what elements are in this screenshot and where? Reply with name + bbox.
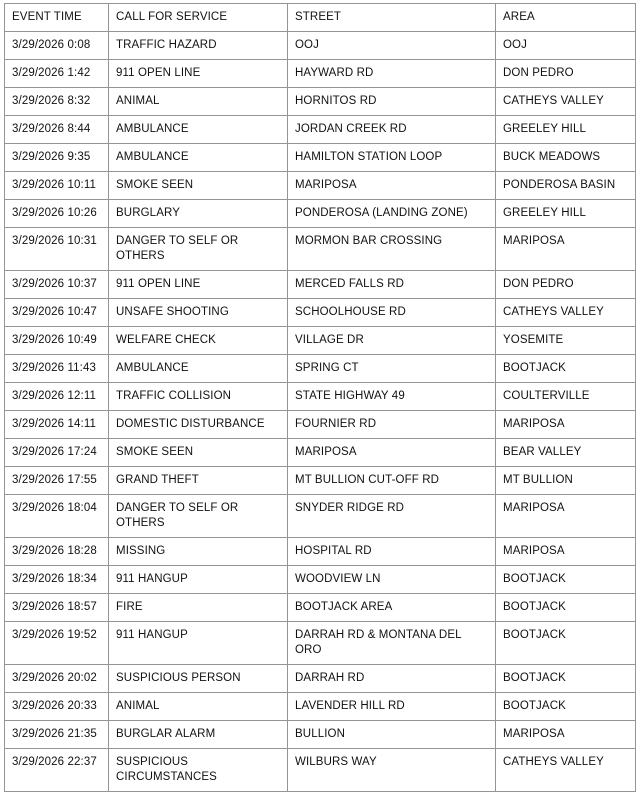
cell-area: GREELEY HILL — [496, 200, 636, 228]
cell-event_time: 3/29/2026 20:33 — [5, 693, 109, 721]
cell-event_time: 3/29/2026 19:52 — [5, 622, 109, 665]
table-row — [5, 60, 636, 88]
cell-area: GREELEY HILL — [496, 116, 636, 144]
cell-area: BEAR VALLEY — [496, 439, 636, 467]
cell-event_time: 3/29/2026 18:04 — [5, 495, 109, 538]
cell-street: VILLAGE DR — [288, 327, 496, 355]
cell-call_for_service: SMOKE SEEN — [109, 172, 288, 200]
cell-call_for_service: FIRE — [109, 594, 288, 622]
cell-call_for_service: TRAFFIC COLLISION — [109, 383, 288, 411]
cell-street: PONDEROSA (LANDING ZONE) — [288, 200, 496, 228]
cell-street: DARRAH RD & MONTANA DEL ORO — [288, 622, 496, 665]
cell-call_for_service: UNSAFE SHOOTING — [109, 299, 288, 327]
cell-area: MARIPOSA — [496, 228, 636, 271]
call-for-service-log-table — [4, 3, 636, 792]
cell-event_time: 3/29/2026 10:26 — [5, 200, 109, 228]
table-row — [5, 144, 636, 172]
cell-call_for_service: SMOKE SEEN — [109, 439, 288, 467]
cell-area: BOOTJACK — [496, 665, 636, 693]
table-row — [5, 495, 636, 538]
cell-call_for_service: ANIMAL — [109, 88, 288, 116]
cell-event_time: 3/29/2026 18:57 — [5, 594, 109, 622]
table-row — [5, 693, 636, 721]
table-row — [5, 327, 636, 355]
cell-area: OOJ — [496, 32, 636, 60]
cell-street: OOJ — [288, 32, 496, 60]
table-row — [5, 299, 636, 327]
cell-event_time: 3/29/2026 14:11 — [5, 411, 109, 439]
cell-event_time: 3/29/2026 21:35 — [5, 721, 109, 749]
cell-area: YOSEMITE — [496, 327, 636, 355]
cell-area: BOOTJACK — [496, 355, 636, 383]
cell-street: HAMILTON STATION LOOP — [288, 144, 496, 172]
table-header — [5, 4, 636, 32]
table-row — [5, 271, 636, 299]
cell-call_for_service: 911 HANGUP — [109, 622, 288, 665]
table-header-row — [5, 4, 636, 32]
cell-event_time: 3/29/2026 10:11 — [5, 172, 109, 200]
cell-area: COULTERVILLE — [496, 383, 636, 411]
cell-area: DON PEDRO — [496, 60, 636, 88]
cell-call_for_service: AMBULANCE — [109, 144, 288, 172]
cell-street: SPRING CT — [288, 355, 496, 383]
table-row — [5, 594, 636, 622]
cell-event_time: 3/29/2026 12:11 — [5, 383, 109, 411]
cell-call_for_service: DANGER TO SELF OR OTHERS — [109, 228, 288, 271]
cell-street: MARIPOSA — [288, 172, 496, 200]
cell-street: FOURNIER RD — [288, 411, 496, 439]
cell-event_time: 3/29/2026 22:37 — [5, 749, 109, 792]
cell-event_time: 3/29/2026 10:31 — [5, 228, 109, 271]
cell-area: BOOTJACK — [496, 622, 636, 665]
cell-call_for_service: ANIMAL — [109, 693, 288, 721]
cell-street: JORDAN CREEK RD — [288, 116, 496, 144]
cell-street: HOSPITAL RD — [288, 538, 496, 566]
table-row — [5, 467, 636, 495]
cell-area: MARIPOSA — [496, 538, 636, 566]
cell-event_time: 3/29/2026 17:55 — [5, 467, 109, 495]
cell-event_time: 3/29/2026 11:43 — [5, 355, 109, 383]
cell-area: BOOTJACK — [496, 566, 636, 594]
column-header-area: AREA — [496, 4, 636, 32]
cell-call_for_service: 911 HANGUP — [109, 566, 288, 594]
cell-call_for_service: BURGLARY — [109, 200, 288, 228]
table-row — [5, 200, 636, 228]
cell-call_for_service: TRAFFIC HAZARD — [109, 32, 288, 60]
cell-area: MARIPOSA — [496, 495, 636, 538]
cell-call_for_service: 911 OPEN LINE — [109, 60, 288, 88]
cell-street: SNYDER RIDGE RD — [288, 495, 496, 538]
cell-area: CATHEYS VALLEY — [496, 88, 636, 116]
cell-call_for_service: GRAND THEFT — [109, 467, 288, 495]
cell-street: MORMON BAR CROSSING — [288, 228, 496, 271]
cell-call_for_service: SUSPICIOUS PERSON — [109, 665, 288, 693]
cell-street: WOODVIEW LN — [288, 566, 496, 594]
cell-call_for_service: MISSING — [109, 538, 288, 566]
cell-street: HORNITOS RD — [288, 88, 496, 116]
cell-event_time: 3/29/2026 18:34 — [5, 566, 109, 594]
table-row — [5, 665, 636, 693]
cell-event_time: 3/29/2026 0:08 — [5, 32, 109, 60]
cell-area: MARIPOSA — [496, 411, 636, 439]
cell-call_for_service: DANGER TO SELF OR OTHERS — [109, 495, 288, 538]
column-header-call-for-service: CALL FOR SERVICE — [109, 4, 288, 32]
table-row — [5, 116, 636, 144]
cell-call_for_service: AMBULANCE — [109, 116, 288, 144]
cell-street: STATE HIGHWAY 49 — [288, 383, 496, 411]
table-row — [5, 721, 636, 749]
table-row — [5, 88, 636, 116]
cell-street: WILBURS WAY — [288, 749, 496, 792]
cell-street: DARRAH RD — [288, 665, 496, 693]
table-row — [5, 383, 636, 411]
call-log-sheet — [4, 3, 635, 792]
cell-event_time: 3/29/2026 8:44 — [5, 116, 109, 144]
cell-event_time: 3/29/2026 10:47 — [5, 299, 109, 327]
cell-area: BOOTJACK — [496, 693, 636, 721]
cell-area: CATHEYS VALLEY — [496, 749, 636, 792]
cell-area: MT BULLION — [496, 467, 636, 495]
cell-call_for_service: BURGLAR ALARM — [109, 721, 288, 749]
cell-street: BULLION — [288, 721, 496, 749]
cell-event_time: 3/29/2026 17:24 — [5, 439, 109, 467]
table-row — [5, 411, 636, 439]
table-row — [5, 439, 636, 467]
cell-event_time: 3/29/2026 10:37 — [5, 271, 109, 299]
cell-call_for_service: DOMESTIC DISTURBANCE — [109, 411, 288, 439]
cell-street: BOOTJACK AREA — [288, 594, 496, 622]
table-row — [5, 172, 636, 200]
cell-area: DON PEDRO — [496, 271, 636, 299]
table-row — [5, 749, 636, 792]
cell-call_for_service: AMBULANCE — [109, 355, 288, 383]
cell-event_time: 3/29/2026 10:49 — [5, 327, 109, 355]
cell-call_for_service: SUSPICIOUS CIRCUMSTANCES — [109, 749, 288, 792]
table-row — [5, 355, 636, 383]
cell-event_time: 3/29/2026 8:32 — [5, 88, 109, 116]
column-header-event-time: EVENT TIME — [5, 4, 109, 32]
cell-area: CATHEYS VALLEY — [496, 299, 636, 327]
column-header-street: STREET — [288, 4, 496, 32]
cell-street: MERCED FALLS RD — [288, 271, 496, 299]
cell-street: MARIPOSA — [288, 439, 496, 467]
cell-event_time: 3/29/2026 20:02 — [5, 665, 109, 693]
cell-call_for_service: 911 OPEN LINE — [109, 271, 288, 299]
table-row — [5, 32, 636, 60]
table-row — [5, 538, 636, 566]
table-row — [5, 622, 636, 665]
table-row — [5, 566, 636, 594]
cell-area: BUCK MEADOWS — [496, 144, 636, 172]
table-row — [5, 228, 636, 271]
cell-street: LAVENDER HILL RD — [288, 693, 496, 721]
cell-area: MARIPOSA — [496, 721, 636, 749]
cell-event_time: 3/29/2026 1:42 — [5, 60, 109, 88]
table-body — [5, 32, 636, 792]
cell-call_for_service: WELFARE CHECK — [109, 327, 288, 355]
cell-street: SCHOOLHOUSE RD — [288, 299, 496, 327]
cell-event_time: 3/29/2026 9:35 — [5, 144, 109, 172]
cell-street: MT BULLION CUT-OFF RD — [288, 467, 496, 495]
cell-street: HAYWARD RD — [288, 60, 496, 88]
cell-area: BOOTJACK — [496, 594, 636, 622]
cell-event_time: 3/29/2026 18:28 — [5, 538, 109, 566]
cell-area: PONDEROSA BASIN — [496, 172, 636, 200]
